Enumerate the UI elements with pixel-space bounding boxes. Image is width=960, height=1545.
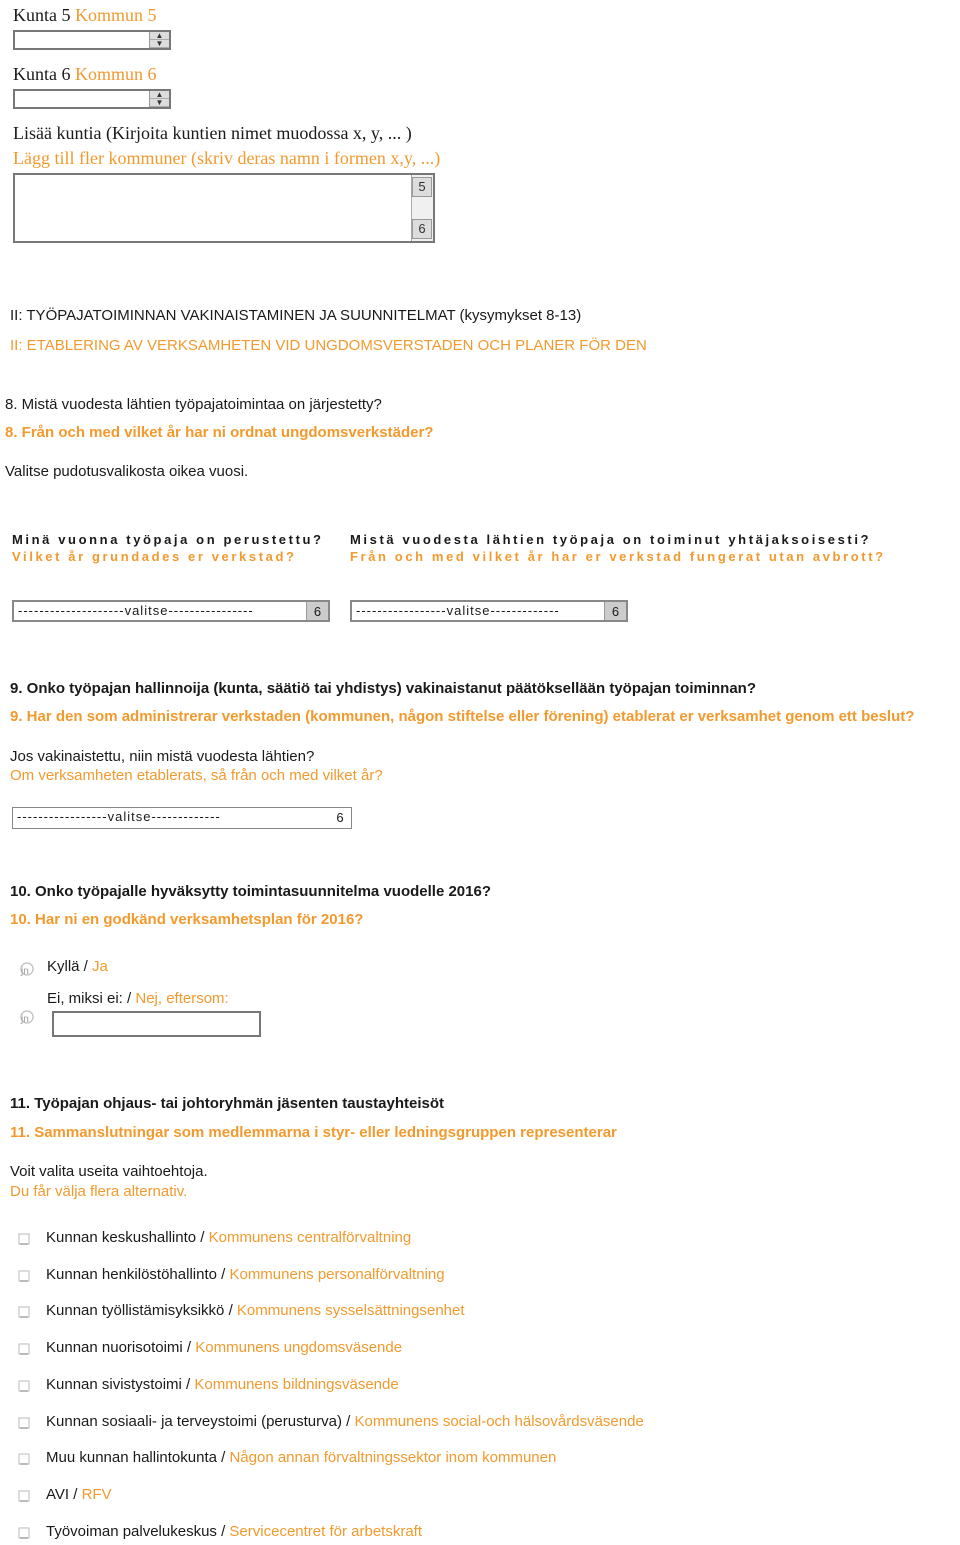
section2-title-fi: II: TYÖPAJATOIMINNAN VAKINAISTAMINEN JA SUUNNITELMAT (kysymykset 8-13)	[10, 307, 582, 324]
q11-option-label	[46, 1449, 556, 1466]
q11-title-sv: 11. Sammanslutningar som medlemmarna i styr- eller ledningsgruppen representerar	[10, 1124, 617, 1141]
select-value: -----------------valitse-------------	[17, 809, 221, 824]
select-value: --------------------valitse----------------	[18, 603, 254, 618]
scroll-down-button[interactable]: 6	[412, 219, 432, 239]
q11-option-fi: Kunnan sivistystoimi /	[46, 1376, 195, 1393]
q11-option-checkbox[interactable]	[16, 1341, 32, 1357]
q11-title-fi: 11. Työpajan ohjaus- tai johtoryhmän jäsenten taustayhteisöt	[10, 1095, 444, 1112]
dropdown-arrow-icon[interactable]: 6	[604, 602, 626, 620]
q9-sub-fi: Jos vakinaistettu, niin mistä vuodesta lähtien?	[10, 748, 315, 765]
kunta6-fi: Kunta 6	[13, 64, 71, 84]
kunta6-spinner[interactable]	[13, 89, 171, 109]
q8-title-fi: 8. Mistä vuodesta lähtien työpajatoimintaa on järjestetty?	[5, 396, 382, 413]
q10-no-label	[47, 990, 229, 1007]
q11-option-sv: Någon annan förvaltningssektor inom kommunen	[229, 1449, 557, 1466]
kunta6-sv: Kommun 6	[75, 64, 157, 84]
q11-option-label	[46, 1376, 399, 1393]
select-value: -----------------valitse-------------	[356, 603, 560, 618]
q11-option-sv: Kommunens sysselsättningsenhet	[236, 1302, 465, 1319]
q11-note-sv: Du får välja flera alternativ.	[10, 1183, 188, 1200]
q8-founded-year-select[interactable]	[12, 600, 330, 622]
kunta5-sv: Kommun 5	[75, 5, 157, 25]
q11-option-label	[46, 1302, 465, 1319]
q8-col2-fi: Mistä vuodesta lähtien työpaja on toiminut yhtäjaksoisesti?	[350, 532, 872, 547]
q11-option-checkbox[interactable]	[16, 1488, 32, 1504]
q11-option-sv: Kommunens personalförvaltning	[229, 1266, 445, 1283]
kunta5-spinner[interactable]	[13, 30, 171, 50]
more-municipalities-textarea[interactable]	[13, 173, 435, 243]
q10-no-fi: Ei, miksi ei: /	[47, 990, 136, 1007]
kunta5-label	[13, 5, 157, 26]
section2-title-sv: II: ETABLERING AV VERKSAMHETEN VID UNGDOMSVERSTADEN OCH PLANER FÖR DEN	[10, 337, 647, 354]
q11-option-label	[46, 1339, 402, 1356]
q9-sub-sv: Om verksamheten etablerats, så från och med vilket år?	[10, 767, 383, 784]
q8-col2-sv: Från och med vilket år har er verkstad fungerat utan avbrott?	[350, 549, 886, 564]
lisaa-kuntia-fi: Lisää kuntia (Kirjoita kuntien nimet muodossa x, y, ... )	[13, 123, 412, 143]
q11-option-checkbox[interactable]	[16, 1451, 32, 1467]
dropdown-arrow-icon[interactable]: 6	[329, 808, 351, 828]
q11-option-checkbox[interactable]	[16, 1525, 32, 1541]
spinner-buttons[interactable]: ▲ ▼	[149, 32, 169, 48]
q8-title-sv: 8. Från och med vilket år har ni ordnat ungdomsverkstäder?	[5, 424, 434, 441]
q9-title-fi: 9. Onko työpajan hallinnoija (kunta, säätiö tai yhdistys) vakinaistanut päätöksellään työpajan toiminnan?	[10, 680, 756, 697]
q8-col1-fi: Minä vuonna työpaja on perustettu?	[12, 532, 324, 547]
q11-option-sv: Kommunens ungdomsväsende	[195, 1339, 403, 1356]
q8-instruction: Valitse pudotusvalikosta oikea vuosi.	[5, 463, 249, 480]
scroll-up-button[interactable]: 5	[412, 177, 432, 197]
kunta5-fi: Kunta 5	[13, 5, 71, 25]
q10-no-radio[interactable]	[18, 1008, 36, 1026]
q11-note-fi: Voit valita useita vaihtoehtoja.	[10, 1163, 208, 1180]
kunta6-label	[13, 64, 157, 85]
q11-option-fi: Kunnan henkilöstöhallinto /	[46, 1266, 230, 1283]
q11-option-sv: Servicecentret för arbetskraft	[229, 1523, 422, 1540]
q11-option-checkbox[interactable]	[16, 1231, 32, 1247]
q10-yes-radio[interactable]	[18, 960, 36, 978]
q11-option-fi: Kunnan keskushallinto /	[46, 1229, 209, 1246]
q10-no-sv: Nej, eftersom:	[135, 990, 229, 1007]
q10-title-fi: 10. Onko työpajalle hyväksytty toimintasuunnitelma vuodelle 2016?	[10, 883, 491, 900]
q11-option-checkbox[interactable]	[16, 1268, 32, 1284]
q10-yes-label	[47, 958, 108, 975]
q9-title-sv: 9. Har den som administrerar verkstaden (kommunen, någon stiftelse eller förening) etablerat er verksamhet genom ett beslut?	[10, 708, 915, 725]
q11-option-checkbox[interactable]	[16, 1415, 32, 1431]
lisaa-kuntia-sv: Lägg till fler kommuner (skriv deras namn i formen x,y, ...)	[13, 148, 441, 168]
q11-option-sv: Kommunens social-och hälsovårdsväsende	[354, 1413, 644, 1430]
q10-reason-input[interactable]	[52, 1011, 261, 1037]
q11-option-fi: Kunnan työllistämisyksikkö /	[46, 1302, 237, 1319]
q11-option-fi: AVI /	[46, 1486, 82, 1503]
q11-option-label	[46, 1486, 112, 1503]
q10-yes-sv: Ja	[92, 958, 108, 975]
q8-col1-sv: Vilket år grundades er verkstad?	[12, 549, 297, 564]
q11-option-sv: Kommunens centralförvaltning	[208, 1229, 412, 1246]
svg-text:jn: jn	[21, 966, 29, 977]
svg-text:jn: jn	[21, 1014, 29, 1025]
q10-yes-fi: Kyllä /	[47, 958, 93, 975]
q11-option-fi: Kunnan nuorisotoimi /	[46, 1339, 196, 1356]
q11-option-checkbox[interactable]	[16, 1378, 32, 1394]
q11-option-sv: Kommunens bildningsväsende	[194, 1376, 399, 1393]
spinner-buttons[interactable]: ▲ ▼	[149, 91, 169, 107]
q11-option-fi: Muu kunnan hallintokunta /	[46, 1449, 230, 1466]
q10-title-sv: 10. Har ni en godkänd verksamhetsplan för 2016?	[10, 911, 364, 928]
q11-option-label	[46, 1523, 422, 1540]
q11-option-fi: Kunnan sosiaali- ja terveystoimi (perusturva) /	[46, 1413, 355, 1430]
q11-option-label	[46, 1266, 445, 1283]
q8-continuous-year-select[interactable]	[350, 600, 628, 622]
q11-option-fi: Työvoiman palvelukeskus /	[46, 1523, 230, 1540]
textarea-scrollbar[interactable]	[411, 175, 433, 241]
q11-option-checkbox[interactable]	[16, 1304, 32, 1320]
q11-option-label	[46, 1229, 411, 1246]
q11-option-sv: RFV	[81, 1486, 112, 1503]
q9-year-select[interactable]	[12, 807, 352, 829]
dropdown-arrow-icon[interactable]: 6	[306, 602, 328, 620]
q11-option-label	[46, 1413, 644, 1430]
